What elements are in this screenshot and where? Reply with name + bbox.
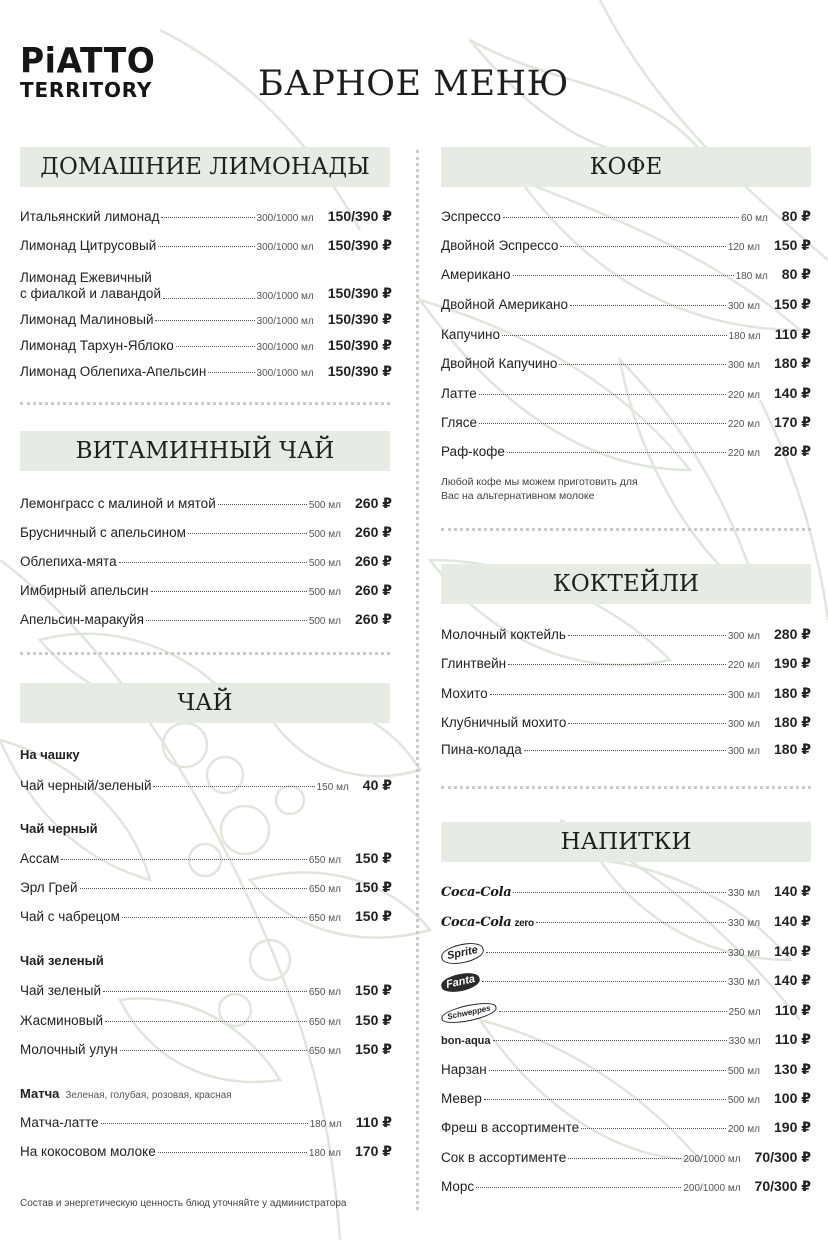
dot-leader <box>122 917 307 918</box>
item-price: 150/390 ₽ <box>327 208 392 224</box>
item-name: Ассам <box>20 851 60 866</box>
dot-leader <box>146 620 307 621</box>
menu-item <box>441 1031 811 1051</box>
section-header-drinks: НАПИТКИ <box>441 822 811 862</box>
dot-leader <box>568 635 726 636</box>
brand-badge: Sprite <box>439 940 485 968</box>
item-price: 80 ₽ <box>781 208 811 224</box>
item-name: Клубничный мохито <box>441 715 567 730</box>
item-volume: 150 мл <box>316 782 349 793</box>
item-name: Фреш в ассортименте <box>441 1120 580 1135</box>
menu-item <box>441 1061 811 1081</box>
section-separator <box>20 652 390 655</box>
subsection-label: Чай зеленый <box>20 953 104 968</box>
brand-badge: Schweppes <box>440 999 498 1026</box>
menu-item <box>441 1149 811 1169</box>
dot-leader <box>119 562 307 563</box>
item-volume: 300/1000 мл <box>256 242 314 253</box>
item-name: Двойной Американо <box>441 297 568 312</box>
item-price: 150 ₽ <box>355 908 392 924</box>
item-volume: 300/1000 мл <box>256 291 314 302</box>
dot-leader <box>486 952 726 953</box>
item-volume: 180 мл <box>309 1119 342 1130</box>
dot-leader <box>163 298 255 299</box>
dot-leader <box>479 394 726 395</box>
dot-leader <box>536 922 726 923</box>
item-name: Жасминовый <box>20 1013 104 1028</box>
item-price: 150/390 ₽ <box>327 237 392 253</box>
menu-item <box>441 1119 811 1139</box>
item-price: 260 ₽ <box>355 524 392 540</box>
item-price: 140 ₽ <box>774 913 811 929</box>
item-volume: 500 мл <box>308 529 341 540</box>
item-price: 150 ₽ <box>355 850 392 866</box>
matcha-label: Матча <box>20 1086 60 1101</box>
item-price: 40 ₽ <box>362 777 392 793</box>
item-volume: 650 мл <box>308 987 341 998</box>
item-volume: 300 мл <box>727 746 760 757</box>
dot-leader <box>559 364 725 365</box>
dot-leader <box>524 750 726 751</box>
menu-item <box>441 296 811 316</box>
item-volume: 500 мл <box>727 1066 760 1077</box>
item-price: 180 ₽ <box>774 355 811 371</box>
item-name: Сок в ассортименте <box>441 1150 567 1165</box>
item-name: На кокосовом молоке <box>20 1144 156 1159</box>
menu-item <box>441 685 811 705</box>
item-volume: 300 мл <box>727 301 760 312</box>
item-name: Лемонграсс с малиной и мятой <box>20 496 216 511</box>
menu-item <box>20 1143 392 1163</box>
item-volume: 200/1000 мл <box>683 1154 741 1165</box>
dot-leader <box>568 723 725 724</box>
dot-leader <box>208 372 254 373</box>
menu-item <box>20 363 392 383</box>
dot-leader <box>507 452 726 453</box>
menu-item <box>441 414 811 434</box>
item-price: 150 ₽ <box>355 879 392 895</box>
section-separator <box>441 786 811 789</box>
item-price: 190 ₽ <box>774 1119 811 1135</box>
item-price: 260 ₽ <box>355 582 392 598</box>
menu-item <box>441 326 811 346</box>
item-name: Раф-кофе <box>441 444 505 459</box>
item-price: 110 ₽ <box>355 1114 392 1130</box>
item-price: 140 ₽ <box>774 385 811 401</box>
item-name: Чай зеленый <box>20 983 101 998</box>
item-volume: 650 мл <box>308 855 341 866</box>
item-name: Чай черный/зеленый <box>20 778 152 793</box>
dot-leader <box>161 217 254 218</box>
dot-leader <box>513 275 734 276</box>
item-volume: 180 мл <box>308 1148 341 1159</box>
item-volume: 500 мл <box>308 500 341 511</box>
item-name: Брусничный с апельсином <box>20 525 186 540</box>
item-name: Глинтвейн <box>441 656 507 671</box>
menu-item <box>441 883 811 903</box>
item-name-line-1: Лимонад Ежевичный <box>20 270 152 285</box>
item-name: Чай с чабрецом <box>20 909 120 924</box>
item-price: 180 ₽ <box>774 685 811 701</box>
dot-leader <box>503 217 739 218</box>
item-price: 260 ₽ <box>355 611 392 627</box>
item-volume: 330 мл <box>727 888 760 899</box>
item-volume: 200/1000 мл <box>683 1183 741 1194</box>
item-price: 150 ₽ <box>355 1012 392 1028</box>
menu-item <box>20 582 392 602</box>
coffee-note-line-1: Любой кофе мы можем приготовить для <box>441 476 638 488</box>
item-name: Лимонад Облепиха-Апельсин <box>20 364 207 379</box>
dot-leader <box>502 335 727 336</box>
item-name: Американо <box>441 267 511 282</box>
item-name: Облепиха-мята <box>20 554 117 569</box>
item-price: 170 ₽ <box>774 414 811 430</box>
item-name: Латте <box>441 386 477 401</box>
item-price: 110 ₽ <box>774 1002 811 1018</box>
matcha-description: Зеленая, голубая, розовая, красная <box>65 1090 232 1101</box>
menu-item <box>441 1178 811 1198</box>
section-header-vitamin-tea: ВИТАМИННЫЙ ЧАЙ <box>20 431 390 471</box>
item-volume: 300/1000 мл <box>256 368 314 379</box>
menu-item <box>441 208 811 228</box>
item-volume: 60 мл <box>741 213 768 224</box>
item-price: 150 ₽ <box>774 296 811 312</box>
dot-leader <box>155 320 254 321</box>
item-price: 80 ₽ <box>781 266 811 282</box>
section-header-lemonades: ДОМАШНИЕ ЛИМОНАДЫ <box>20 147 390 187</box>
coffee-note-line-2: Вас на альтернативном молоке <box>441 490 595 502</box>
item-name: Глясе <box>441 415 477 430</box>
item-price: 110 ₽ <box>774 326 811 342</box>
item-price: 100 ₽ <box>774 1090 811 1106</box>
dot-leader <box>479 423 726 424</box>
menu-item <box>441 913 811 933</box>
item-name: Апельсин-маракуйя <box>20 612 144 627</box>
logo-line-1: PiATTO <box>20 40 156 81</box>
dot-leader <box>489 1070 726 1071</box>
section-separator <box>20 402 390 405</box>
item-name: Мевер <box>441 1091 482 1106</box>
dot-leader <box>61 859 307 860</box>
coca-cola-logo: Coca-Cola <box>441 885 512 900</box>
item-price: 170 ₽ <box>355 1143 392 1159</box>
item-price: 190 ₽ <box>774 655 811 671</box>
dot-leader <box>482 981 725 982</box>
item-volume: 300 мл <box>727 631 760 642</box>
item-volume: 650 мл <box>308 1017 341 1028</box>
item-volume: 250 мл <box>728 1007 761 1018</box>
item-volume: 500 мл <box>308 616 341 627</box>
item-name: Двойной Эспрессо <box>441 238 559 253</box>
menu-item <box>20 879 392 899</box>
fanta-logo <box>441 973 480 991</box>
menu-item <box>441 1090 811 1110</box>
menu-item <box>441 355 811 375</box>
item-volume: 300 мл <box>727 719 760 730</box>
menu-item <box>20 311 392 331</box>
menu-item <box>441 943 811 963</box>
item-name: Эрл Грей <box>20 880 78 895</box>
dot-leader <box>218 504 307 505</box>
item-name: Матча-латте <box>20 1115 99 1130</box>
dot-leader <box>153 786 314 787</box>
footer-note: Состав и энергетическую ценность блюд уточняйте у администратора <box>20 1198 347 1209</box>
item-price: 70/300 ₽ <box>754 1149 811 1165</box>
dot-leader <box>560 246 725 247</box>
coca-cola-zero-logo <box>441 915 534 930</box>
item-name: Молочный коктейль <box>441 627 566 642</box>
menu-item <box>20 1114 392 1134</box>
menu-item <box>20 337 392 357</box>
menu-item <box>20 850 392 870</box>
section-header-cocktails: КОКТЕЙЛИ <box>441 564 811 604</box>
item-price: 130 ₽ <box>774 1061 811 1077</box>
item-name: Лимонад Малиновый <box>20 312 154 327</box>
item-price: 150/390 ₽ <box>327 363 392 379</box>
item-volume: 300 мл <box>727 690 760 701</box>
menu-item <box>441 1002 811 1022</box>
dot-leader <box>476 1187 681 1188</box>
item-name: Молочный улун <box>20 1042 118 1057</box>
dot-leader <box>499 1011 727 1012</box>
dot-leader <box>490 694 726 695</box>
item-price: 150/390 ₽ <box>327 311 392 327</box>
item-volume: 180 мл <box>735 271 768 282</box>
item-price: 150 ₽ <box>355 982 392 998</box>
dot-leader <box>570 305 726 306</box>
subsection-label <box>20 1086 232 1101</box>
item-volume: 650 мл <box>308 884 341 895</box>
item-price: 140 ₽ <box>774 943 811 959</box>
menu-item <box>441 266 811 286</box>
item-volume: 120 мл <box>727 242 760 253</box>
menu-item <box>20 908 392 928</box>
menu-item <box>441 237 811 257</box>
item-price: 280 ₽ <box>774 443 811 459</box>
item-volume: 330 мл <box>728 1036 761 1047</box>
subsection-label: На чашку <box>20 747 80 762</box>
menu-item <box>441 714 811 734</box>
item-volume: 300/1000 мл <box>256 316 314 327</box>
item-volume: 300/1000 мл <box>256 342 314 353</box>
item-name: Двойной Капучино <box>441 356 558 371</box>
menu-item <box>441 385 811 405</box>
item-volume: 200 мл <box>727 1124 760 1135</box>
item-price: 260 ₽ <box>355 495 392 511</box>
item-volume: 180 мл <box>728 331 761 342</box>
item-volume: 330 мл <box>727 948 760 959</box>
section-header-tea: ЧАЙ <box>20 683 390 723</box>
menu-item <box>20 553 392 573</box>
dot-leader <box>484 1099 726 1100</box>
dot-leader <box>101 1123 308 1124</box>
item-price: 70/300 ₽ <box>754 1178 811 1194</box>
item-price: 140 ₽ <box>774 883 811 899</box>
section-separator <box>441 528 811 531</box>
item-name-line-2: с фиалкой и лавандой <box>20 286 161 301</box>
item-name: Эспрессо <box>441 209 501 224</box>
dot-leader <box>120 1050 307 1051</box>
dot-leader <box>176 346 255 347</box>
item-volume: 500 мл <box>308 587 341 598</box>
item-name: Лимонад Тархун-Яблоко <box>20 338 174 353</box>
item-name <box>20 270 161 302</box>
item-name: Мохито <box>441 686 488 701</box>
item-name: Нарзан <box>441 1062 487 1077</box>
logo-line-2: TERRITORY <box>20 78 153 102</box>
item-volume: 650 мл <box>308 913 341 924</box>
section-header-coffee: КОФЕ <box>441 147 811 187</box>
dot-leader <box>151 591 307 592</box>
item-volume: 220 мл <box>727 419 760 430</box>
menu-item <box>441 626 811 646</box>
item-name: Лимонад Цитрусовый <box>20 238 157 253</box>
dot-leader <box>581 1128 726 1129</box>
menu-item <box>441 443 811 463</box>
item-volume: 300/1000 мл <box>256 213 314 224</box>
item-price: 150 ₽ <box>355 1041 392 1057</box>
dot-leader <box>508 664 726 665</box>
item-name: Итальянский лимонад <box>20 209 160 224</box>
brand-badge: Fanta <box>440 970 482 995</box>
item-name: Капучино <box>441 327 500 342</box>
dot-leader <box>103 991 307 992</box>
menu-item <box>20 1041 392 1061</box>
item-price: 150/390 ₽ <box>327 337 392 353</box>
dot-leader <box>493 1040 727 1041</box>
dot-leader <box>568 1158 681 1159</box>
menu-item <box>20 266 392 302</box>
dot-leader <box>80 888 307 889</box>
item-price: 180 ₽ <box>774 714 811 730</box>
menu-item <box>20 495 392 515</box>
schweppes-logo <box>441 1003 497 1021</box>
column-divider <box>416 150 419 1210</box>
item-price: 260 ₽ <box>355 553 392 569</box>
menu-item <box>20 777 392 797</box>
item-volume: 300 мл <box>727 360 760 371</box>
item-price: 110 ₽ <box>774 1031 811 1047</box>
item-name: Имбирный апельсин <box>20 583 149 598</box>
dot-leader <box>158 1152 307 1153</box>
item-name: Морс <box>441 1179 475 1194</box>
page-title: БАРНОЕ МЕНЮ <box>258 64 569 104</box>
menu-item <box>441 741 811 761</box>
item-name: Пина-колада <box>441 742 522 757</box>
bonaqua-logo: bon-aqua <box>441 1035 491 1047</box>
subsection-label: Чай черный <box>20 821 98 836</box>
menu-item <box>20 237 392 257</box>
dot-leader <box>513 892 725 893</box>
sprite-logo <box>441 944 484 963</box>
item-price: 280 ₽ <box>774 626 811 642</box>
menu-item <box>20 982 392 1002</box>
item-volume: 330 мл <box>727 918 760 929</box>
dot-leader <box>188 533 307 534</box>
menu-item <box>441 972 811 992</box>
item-price: 150/390 ₽ <box>327 285 392 301</box>
coffee-note <box>441 475 638 503</box>
item-price: 180 ₽ <box>774 741 811 757</box>
dot-leader <box>105 1021 307 1022</box>
item-volume: 650 мл <box>308 1046 341 1057</box>
item-volume: 220 мл <box>727 660 760 671</box>
item-volume: 220 мл <box>727 390 760 401</box>
item-price: 140 ₽ <box>774 972 811 988</box>
item-volume: 330 мл <box>727 977 760 988</box>
item-volume: 500 мл <box>308 558 341 569</box>
item-volume: 500 мл <box>727 1095 760 1106</box>
item-price: 150 ₽ <box>774 237 811 253</box>
menu-item <box>20 208 392 228</box>
menu-item <box>20 1012 392 1032</box>
menu-item <box>20 524 392 544</box>
item-volume: 220 мл <box>727 448 760 459</box>
menu-item <box>20 611 392 631</box>
brand-suffix: zero <box>514 918 534 929</box>
dot-leader <box>158 246 254 247</box>
menu-item <box>441 655 811 675</box>
brand-logo <box>20 40 170 102</box>
brand-name: Coca-Cola <box>441 915 512 930</box>
